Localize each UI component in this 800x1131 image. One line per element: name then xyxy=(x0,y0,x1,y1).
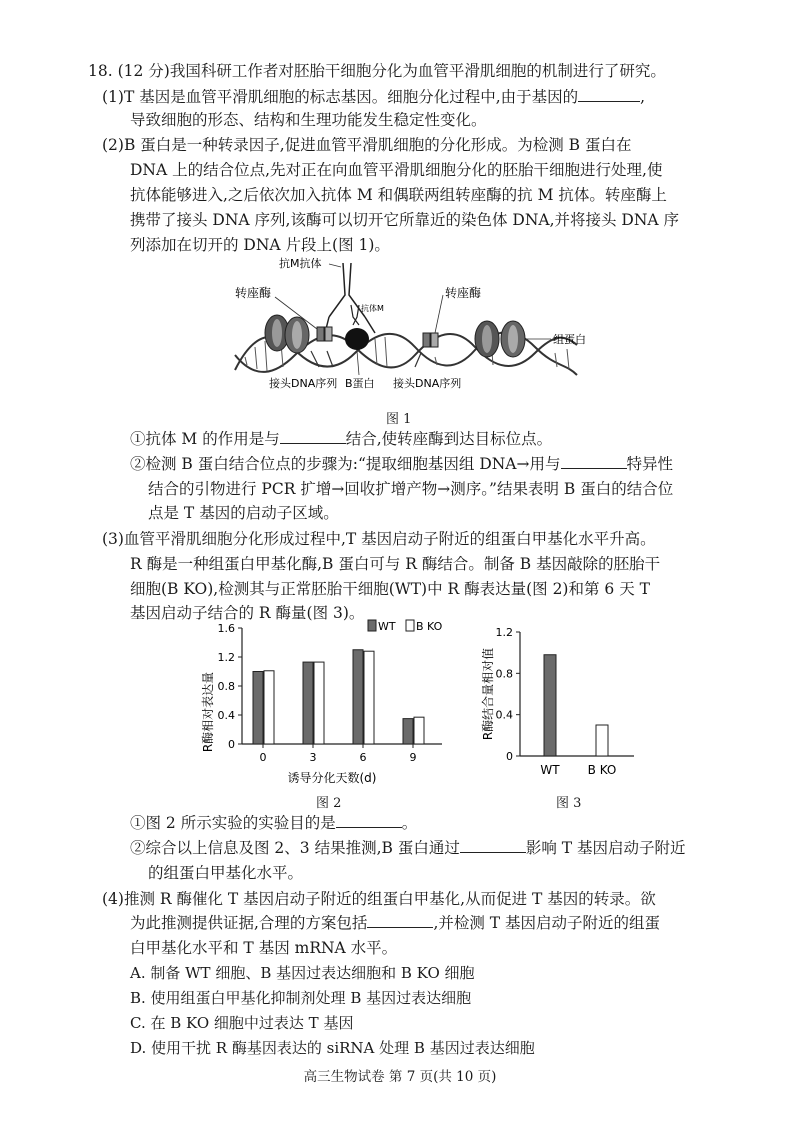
label-transposase-left: 转座酶 xyxy=(235,286,272,300)
part2-sub1-text-a: ①抗体 M 的作用是与 xyxy=(130,430,280,448)
answer-blank-4[interactable] xyxy=(336,813,402,828)
part2-sub2-text-a: ②检测 B 蛋白结合位点的步骤为:“提取细胞基因组 DNA→用与 xyxy=(130,455,561,473)
figure2-ytick-label: 1.2 xyxy=(217,651,235,664)
part1-line1 xyxy=(102,86,645,108)
part1-text-a: (1)T 基因是血管平滑肌细胞的标志基因。细胞分化过程中,由于基因的 xyxy=(102,88,579,106)
figure3-axes xyxy=(496,626,635,777)
part2-line2: DNA 上的结合位点,先对正在向血管平滑肌细胞分化的胚胎干细胞进行处理,使 xyxy=(130,161,663,179)
part2-sub2-text-b: 特异性 xyxy=(626,455,674,473)
figure3-ytick-label: 0.8 xyxy=(495,667,513,681)
answer-blank-2[interactable] xyxy=(280,429,346,444)
figure2-legend-swatch xyxy=(406,620,414,631)
figure2-bar-b-ko xyxy=(364,651,374,744)
part2-sub2-line3: 点是 T 基因的启动子区域。 xyxy=(148,504,339,522)
figure2-bar-wt xyxy=(253,672,263,745)
figure3-chart xyxy=(474,612,644,790)
part4-line2 xyxy=(130,912,660,934)
label-anti-m-antibody: 抗M抗体 xyxy=(279,257,322,270)
part3-sub2-text-a: ②综合以上信息及图 2、3 结果推测,B 蛋白通过 xyxy=(130,839,460,857)
part3-sub1-text-a: ①图 2 所示实验的实验目的是 xyxy=(130,814,336,832)
question-header: 18. (12 分)我国科研工作者对胚胎干细胞分化为血管平滑肌细胞的机制进行了研究。 xyxy=(88,62,666,80)
figure2-bar-b-ko xyxy=(314,662,324,744)
figure1-caption: 图 1 xyxy=(386,412,412,427)
figure2-legend xyxy=(368,620,443,633)
figure2-xlabel: 诱导分化天数(d) xyxy=(287,771,377,785)
part3-sub2-line2: 的组蛋白甲基化水平。 xyxy=(148,864,304,882)
part2-sub2-line2: 结合的引物进行 PCR 扩增→回收扩增产物→测序。”结果表明 B 蛋白的结合位 xyxy=(148,480,674,498)
label-adapter-dna-left: 接头DNA序列 xyxy=(269,377,338,390)
figure2-chart xyxy=(190,612,470,790)
part3-sub2 xyxy=(130,837,686,859)
part3-sub1-text-b: 。 xyxy=(401,814,418,832)
figure2-bar-wt xyxy=(403,719,413,744)
figure2-bar-wt xyxy=(303,662,313,744)
part4-line1: (4)推测 R 酶催化 T 基因启动子附近的组蛋白甲基化,从而促进 T 基因的转录。欲 xyxy=(102,890,656,908)
figure1-diagram xyxy=(225,255,605,405)
nucleosome-right-1 xyxy=(475,321,499,357)
figure3-xtick-label: B KO xyxy=(587,763,617,777)
figure2-ylabel: R酶相对表达量 xyxy=(201,671,215,753)
part3-sub1 xyxy=(130,812,417,834)
anti-m-antibody-shape xyxy=(325,263,375,333)
figure3-ytick-label: 0 xyxy=(506,750,513,763)
label-b-protein: B蛋白 xyxy=(345,377,375,390)
part2-sub1-text-b: 结合,使转座酶到达目标位点。 xyxy=(345,430,553,448)
answer-blank-5[interactable] xyxy=(460,838,526,853)
figure3-ytick-label: 1.2 xyxy=(495,626,513,639)
nucleosome-right-2 xyxy=(501,321,525,357)
part4-text-a: 为此推测提供证据,合理的方案包括 xyxy=(130,914,368,932)
figure2-bar-wt xyxy=(353,650,363,744)
part3-line3: 细胞(B KO),检测其与正常胚胎干细胞(WT)中 R 酶表达量(图 2)和第 6 天 T xyxy=(130,580,650,598)
figure2-bar-b-ko xyxy=(264,671,274,744)
label-transposase-right: 转座酶 xyxy=(445,286,482,300)
transposase-left-shape xyxy=(317,327,332,341)
option-a[interactable]: A. 制备 WT 细胞、B 基因过表达细胞和 B KO 细胞 xyxy=(130,964,475,982)
part2-line5: 列添加在切开的 DNA 片段上(图 1)。 xyxy=(130,236,390,254)
part2-line3: 抗体能够进入,之后依次加入抗体 M 和偶联两组转座酶的抗 M 抗体。转座酶上 xyxy=(130,186,667,204)
part3-line2: R 酶是一种组蛋白甲基化酶,B 蛋白可与 R 酶结合。制备 B 基因敲除的胚胎干 xyxy=(130,555,661,573)
figure2-legend-label: WT xyxy=(378,620,396,633)
figure2-legend-label: B KO xyxy=(416,620,443,633)
label-antibody-m: 抗体M xyxy=(361,304,384,313)
part3-line1: (3)血管平滑肌细胞分化形成过程中,T 基因启动子附近的组蛋白甲基化水平升高。 xyxy=(102,530,656,548)
figure2-legend-swatch xyxy=(368,620,376,631)
figure2-ytick-label: 0.8 xyxy=(217,680,235,693)
answer-blank-6[interactable] xyxy=(367,913,433,928)
figure2-bars xyxy=(253,650,424,744)
part3-line4: 基因启动子结合的 R 酶量(图 3)。 xyxy=(130,604,365,622)
figure3-bars xyxy=(544,655,608,756)
figure2-ytick-label: 0 xyxy=(228,738,235,751)
part4-text-b: ,并检测 T 基因启动子附近的组蛋 xyxy=(433,914,661,932)
figure2-xtick-label: 6 xyxy=(359,751,367,764)
part2-line4: 携带了接头 DNA 序列,该酶可以切开它所靠近的染色体 DNA,并将接头 DNA 序 xyxy=(130,211,680,229)
answer-blank-1[interactable] xyxy=(578,87,640,102)
label-adapter-dna-right: 接头DNA序列 xyxy=(393,377,462,390)
part1-line2: 导致细胞的形态、结构和生理功能发生稳定性变化。 xyxy=(130,111,487,129)
figure2-ytick-label: 0.4 xyxy=(217,709,235,722)
figure3-ylabel: R酶结合量相对值 xyxy=(481,647,495,741)
b-protein-shape xyxy=(345,328,369,350)
figure2-caption: 图 2 xyxy=(316,796,342,811)
figure3-bar-b-ko xyxy=(596,725,608,756)
figure3-xtick-label: WT xyxy=(540,763,560,777)
nucleosome-left-2 xyxy=(285,317,309,353)
option-c[interactable]: C. 在 B KO 细胞中过表达 T 基因 xyxy=(130,1014,354,1032)
figure2-xtick-label: 3 xyxy=(309,751,317,764)
figure3-caption: 图 3 xyxy=(556,796,582,811)
part3-sub2-text-b: 影响 T 基因启动子附近 xyxy=(525,839,686,857)
answer-blank-3[interactable] xyxy=(561,454,627,469)
transposase-right-shape xyxy=(423,333,438,347)
part2-sub1 xyxy=(130,428,552,450)
figure2-bar-b-ko xyxy=(414,717,424,744)
option-d[interactable]: D. 使用干扰 R 酶基因表达的 siRNA 处理 B 基因过表达细胞 xyxy=(130,1039,535,1057)
part2-sub2 xyxy=(130,453,673,475)
part2-line1: (2)B 蛋白是一种转录因子,促进血管平滑肌细胞的分化形成。为检测 B 蛋白在 xyxy=(102,136,632,154)
part1-text-b: , xyxy=(640,88,646,106)
page-footer: 高三生物试卷 第 7 页(共 10 页) xyxy=(303,1069,497,1085)
figure3-ytick-label: 0.4 xyxy=(495,708,513,722)
part4-line3: 白甲基化水平和 T 基因 mRNA 水平。 xyxy=(130,939,398,957)
figure2-ytick-label: 1.6 xyxy=(217,622,235,635)
figure2-xtick-label: 9 xyxy=(409,751,417,764)
option-b[interactable]: B. 使用组蛋白甲基化抑制剂处理 B 基因过表达细胞 xyxy=(130,989,472,1007)
label-histone: 组蛋白 xyxy=(553,333,586,346)
figure2-xtick-label: 0 xyxy=(259,751,267,764)
figure3-bar-wt xyxy=(544,655,556,756)
